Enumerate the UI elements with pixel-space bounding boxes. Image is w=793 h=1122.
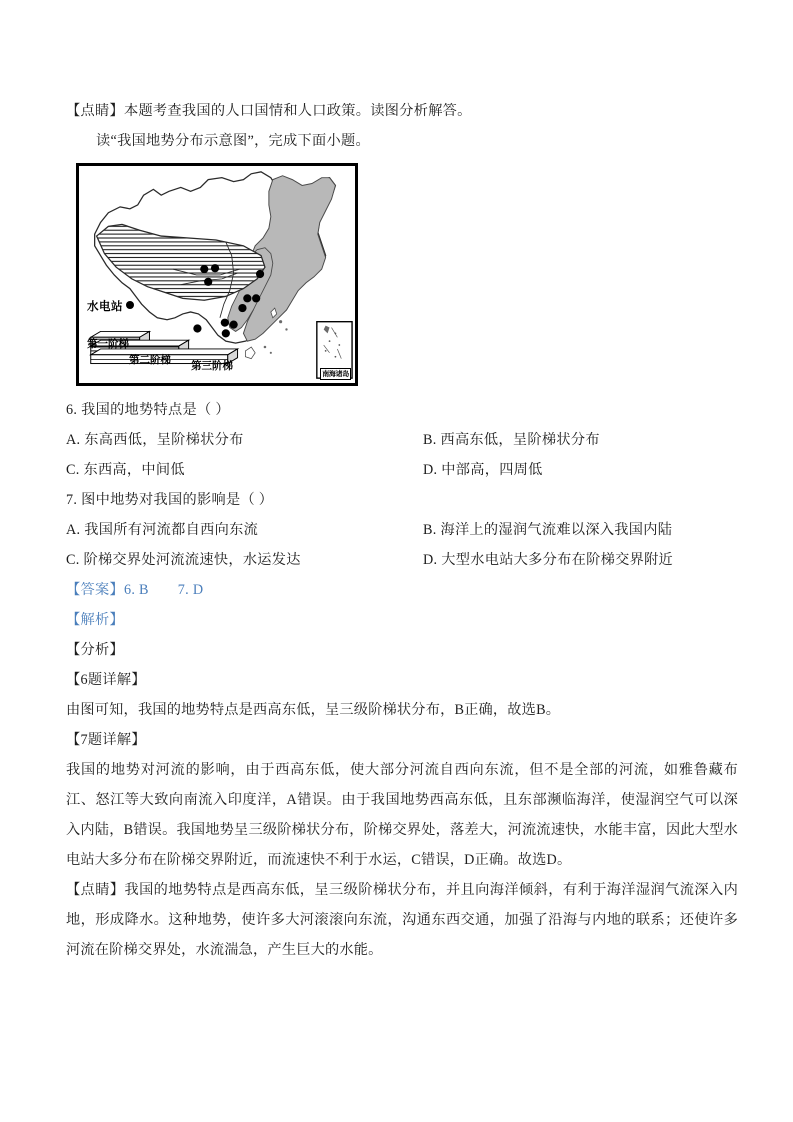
inset-south-china-sea-label: 南海诸岛	[320, 368, 351, 380]
question-7-options-row-1	[66, 515, 738, 545]
legend-station-dot-icon	[126, 301, 134, 309]
question-6-option-d[interactable]: D. 中部高，四周低	[423, 462, 543, 478]
station-dot	[230, 321, 238, 329]
section-heading-q6-detail: 【6题详解】	[66, 672, 146, 688]
island-dot-2	[285, 328, 287, 330]
station-dot	[221, 319, 229, 327]
analysis-label: 【解析】	[66, 612, 124, 628]
station-dot	[243, 294, 251, 302]
legend-step-1: 第一阶梯	[87, 338, 129, 350]
legend-step-3: 第三阶梯	[191, 360, 233, 372]
legend-hydropower-station	[87, 298, 134, 314]
page-content	[66, 96, 738, 965]
question-6-option-b[interactable]: B. 西高东低，呈阶梯状分布	[423, 432, 600, 448]
answer-row	[66, 575, 738, 605]
island-hainan	[245, 347, 255, 359]
legend-hydropower-station-label: 水电站	[87, 301, 123, 313]
section-heading-fenxi: 【分析】	[66, 642, 124, 658]
china-terrain-map	[76, 163, 358, 386]
section-body-q7-detail: 我国的地势对河流的影响，由于西高东低，使大部分河流自西向东流，但不是全部的河流，如雅鲁藏布江、怒江等大致向南流入印度洋，A错误。由于我国地势西高东低，且东部濒临海洋，使湿润空气可以深入内陆，B错误。我国地势呈三级阶梯状分布，阶梯交界处，落差大，河流流速快，水能丰富，因此大型水电站大多分布在阶梯交界附近，而流速快不利于水运，C错误，D正确。故选D。	[66, 762, 738, 868]
question-6-options-row-1	[66, 425, 738, 455]
figure-lead-in-text: 读“我国地势分布示意图”，完成下面小题。	[96, 133, 370, 149]
station-dot	[222, 329, 230, 337]
island-dot-4	[270, 352, 272, 354]
station-dot	[211, 264, 219, 272]
station-dot	[193, 324, 201, 332]
answer-value: 6. B 7. D	[123, 582, 204, 598]
answer-label: 【答案】	[66, 582, 124, 598]
question-7-option-a[interactable]: A. 我国所有河流都自西向东流	[66, 522, 259, 538]
question-6-stem: 6. 我国的地势特点是（ ）	[66, 402, 230, 418]
island-dot-1	[279, 320, 282, 323]
station-dot	[238, 304, 246, 312]
question-7-option-d[interactable]: D. 大型水电站大多分布在阶梯交界附近	[423, 552, 674, 568]
question-7-options-row-2	[66, 545, 738, 575]
island-dot-3	[264, 346, 267, 349]
bottom-dianjing-note: 【点睛】我国的地势特点是西高东低，呈三级阶梯状分布，并且向海洋倾斜，有利于海洋湿润气流深入内地，形成降水。这种地势，使许多大河滚滚向东流，沟通东西交通，加强了沿海与内地的联系；还使许多河流在阶梯交界处，水流湍急，产生巨大的水能。	[66, 882, 738, 958]
section-body-q6-detail: 由图可知，我国的地势特点是西高东低，呈三级阶梯状分布，B正确，故选B。	[66, 702, 561, 718]
question-6-option-c[interactable]: C. 东西高，中间低	[66, 462, 185, 478]
station-dot	[256, 270, 264, 278]
figure-container	[76, 163, 738, 386]
question-7-option-b[interactable]: B. 海洋上的湿润气流难以深入我国内陆	[423, 522, 673, 538]
question-6-option-a[interactable]: A. 东高西低，呈阶梯状分布	[66, 432, 244, 448]
top-dianjing-note: 【点睛】本题考查我国的人口国情和人口政策。读图分析解答。	[66, 103, 472, 119]
station-dot	[200, 265, 208, 273]
question-7-stem: 7. 图中地势对我国的影响是（ ）	[66, 492, 274, 508]
section-heading-q7-detail: 【7题详解】	[66, 732, 146, 748]
legend-step-2: 第二阶梯	[129, 354, 171, 366]
question-6-options-row-2	[66, 455, 738, 485]
question-7-option-c[interactable]: C. 阶梯交界处河流流速快，水运发达	[66, 552, 301, 568]
station-dot	[252, 294, 260, 302]
station-dot	[204, 278, 212, 286]
